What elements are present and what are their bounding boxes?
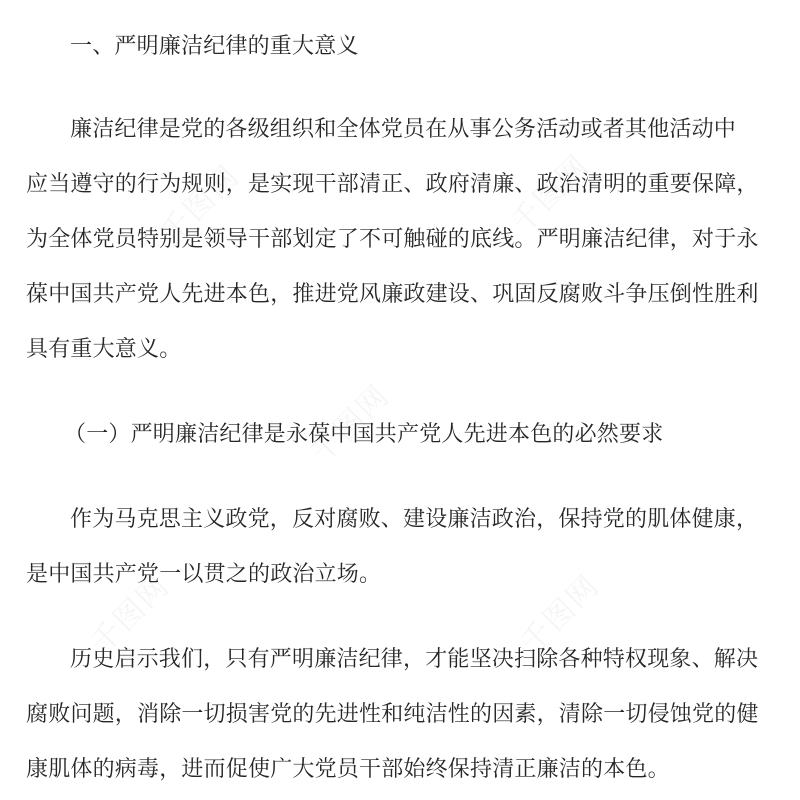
watermark: 千图网	[304, 378, 397, 471]
watermark: 千图网	[514, 568, 607, 661]
watermark: 千图网	[154, 158, 247, 251]
paragraph-line: 腐败问题，消除一切损害党的先进性和纯洁性的因素，清除一切侵蚀党的健	[26, 702, 759, 727]
paragraph-line: 历史启示我们，只有严明廉洁纪律，才能坚决扫除各种特权现象、解决	[70, 647, 759, 672]
paragraph-line: 应当遵守的行为规则，是实现干部清正、政府清廉、政治清明的重要保障，	[26, 172, 759, 197]
paragraph-line: 为全体党员特别是领导干部划定了不可触碰的底线。严明廉洁纪律，对于永	[26, 227, 759, 252]
section-subheading: （一）严明廉洁纪律是永葆中国共产党人先进本色的必然要求	[64, 422, 664, 447]
paragraph-line: 是中国共产党一以贯之的政治立场。	[26, 562, 382, 587]
section-heading: 一、严明廉洁纪律的重大意义	[70, 34, 359, 59]
paragraph-line: 康肌体的病毒，进而促使广大党员干部始终保持清正廉洁的本色。	[26, 757, 670, 782]
watermark: 千图网	[84, 568, 177, 661]
watermark: 千图网	[504, 148, 597, 241]
paragraph-line: 廉洁纪律是党的各级组织和全体党员在从事公务活动或者其他活动中	[70, 117, 737, 142]
paragraph-line: 具有重大意义。	[26, 337, 182, 362]
paragraph-line: 作为马克思主义政党，反对腐败、建设廉洁政治，保持党的肌体健康，	[70, 507, 759, 532]
paragraph-line: 葆中国共产党人先进本色，推进党风廉政建设、巩固反腐败斗争压倒性胜利	[26, 282, 759, 307]
